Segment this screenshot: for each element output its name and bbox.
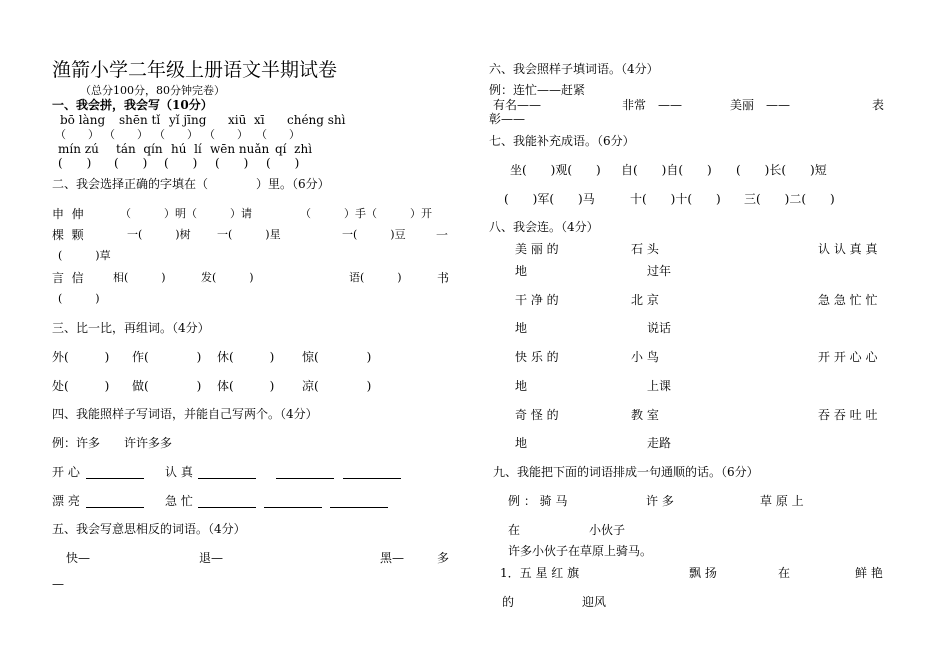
compare-item[interactable]: 体( ) [217, 379, 275, 393]
sentence-word: 鲜 艳 [855, 566, 883, 580]
match-middle[interactable]: 教 室 [631, 408, 659, 422]
answer-paren[interactable]: ( ) [164, 156, 198, 170]
match-left[interactable]: 干 净 的 [515, 293, 559, 307]
sentence-word: 飘 扬 [689, 566, 717, 580]
fill-blank: 书 [437, 271, 450, 285]
fill-word-item[interactable]: 美丽 —— [730, 98, 791, 112]
word-label: 认 真 [165, 465, 193, 479]
fill-blank[interactable]: 相( ) [113, 271, 166, 284]
match-di: 地 [515, 436, 528, 450]
answer-paren[interactable]: （ ） [104, 128, 148, 141]
fill-blank: 一 [436, 228, 449, 242]
sentence-word: 在 [778, 566, 791, 580]
match-middle[interactable]: 北 京 [631, 293, 659, 307]
compare-item[interactable]: 处( ) [52, 379, 110, 393]
answer-paren[interactable]: ( ) [215, 156, 249, 170]
sentence-word: 小伙子 [589, 523, 626, 537]
fill-blank[interactable]: 发( ) [201, 271, 254, 284]
answer-paren[interactable]: ( ) [266, 156, 300, 170]
fill-word-item[interactable]: 非常 —— [622, 98, 683, 112]
match-verb[interactable]: 过年 [647, 264, 672, 278]
answer-paren[interactable]: ( ) [114, 156, 148, 170]
sentence-word: 的 [502, 595, 515, 609]
word-label: 漂 亮 [52, 494, 80, 508]
sentence-word: 迎风 [582, 595, 607, 609]
word-label: 开 心 [52, 465, 80, 479]
sentence-word: 许 多 [646, 494, 674, 508]
compare-item[interactable]: 凉( ) [302, 379, 372, 393]
idiom-item[interactable]: 十( )十( ) [630, 192, 721, 206]
fill-blank[interactable]: ( ) [58, 292, 100, 305]
section-5-heading: 五、我会写意思相反的词语。（4分） [52, 522, 246, 536]
pinyin-item: tán qín [116, 142, 163, 156]
char-pair: 言 信 [52, 271, 84, 285]
pinyin-item: shēn tǐ [119, 113, 161, 127]
match-right[interactable]: 认 认 真 真 [818, 242, 878, 256]
page-subtitle: （总分100分，80分钟完卷） [80, 84, 225, 97]
compare-item[interactable]: 作( ) [132, 350, 202, 364]
answer-line[interactable] [276, 478, 334, 479]
example-sentence: 许多小伙子在草原上骑马。 [508, 544, 653, 558]
sentence-word: 1．五 星 红 旗 [500, 566, 580, 580]
section-7-heading: 七、我能补充成语。（6分） [489, 134, 635, 148]
fill-word-item[interactable]: 有名—— [493, 98, 542, 112]
section-8-heading: 八、我会连。（4分） [489, 220, 599, 234]
answer-paren[interactable]: （ ） [55, 128, 99, 141]
answer-paren[interactable]: （ ） [204, 128, 248, 141]
answer-line[interactable] [330, 507, 388, 508]
example-text: 例：许多 许许多多 [52, 436, 173, 450]
fill-word-tail: 彰—— [489, 112, 526, 126]
antonym-item[interactable]: 退— [199, 551, 224, 565]
fill-blank[interactable]: 一( )树 [127, 228, 191, 241]
example-text: 例：连忙——赶紧 [489, 83, 586, 97]
match-middle[interactable]: 小 鸟 [631, 350, 659, 364]
antonym-tail: — [52, 577, 64, 591]
section-9-heading: 九、我能把下面的词语排成一句通顺的话。（6分） [493, 465, 759, 479]
fill-blank[interactable]: （ ）手（ ）开 [300, 207, 432, 220]
char-pair: 申 伸 [52, 207, 84, 221]
match-verb[interactable]: 说话 [647, 321, 672, 335]
idiom-item[interactable]: 自( )自( ) [621, 163, 712, 177]
pinyin-item: hú lí [171, 142, 202, 156]
page-title: 渔箭小学二年级上册语文半期试卷 [52, 59, 338, 81]
idiom-item[interactable]: 三( )二( ) [744, 192, 835, 206]
char-pair: 棵 颗 [52, 228, 84, 242]
match-verb[interactable]: 走路 [647, 436, 672, 450]
match-left[interactable]: 奇 怪 的 [515, 408, 559, 422]
section-6-heading: 六、我会照样子填词语。（4分） [489, 62, 659, 76]
idiom-item[interactable]: ( )军( )马 [504, 192, 595, 206]
fill-blank[interactable]: （ ）明（ ）请 [120, 207, 252, 220]
section-1-heading: 一、我会拼，我会写（10分） [52, 98, 213, 112]
sentence-word: 例 ： 骑 马 [508, 494, 568, 508]
sentence-word: 草 原 上 [760, 494, 804, 508]
match-right[interactable]: 吞 吞 吐 吐 [818, 408, 878, 422]
fill-blank[interactable]: 一( )星 [217, 228, 281, 241]
match-right[interactable]: 开 开 心 心 [818, 350, 878, 364]
pinyin-item: yǐ jīng [169, 113, 207, 127]
match-verb[interactable]: 上课 [647, 379, 672, 393]
fill-blank[interactable]: 语( ) [349, 271, 402, 284]
answer-line[interactable] [86, 478, 144, 479]
fill-blank[interactable]: ( )草 [58, 249, 111, 262]
pinyin-item: wēn nuǎn [210, 142, 270, 156]
match-left[interactable]: 美 丽 的 [515, 242, 559, 256]
answer-line[interactable] [343, 478, 401, 479]
answer-paren[interactable]: （ ） [256, 128, 300, 141]
fill-word-item[interactable]: 表 [872, 98, 885, 112]
word-label: 急 忙 [165, 494, 193, 508]
compare-item[interactable]: 休( ) [217, 350, 275, 364]
pinyin-item: mín zú [58, 142, 99, 156]
match-middle[interactable]: 石 头 [631, 242, 659, 256]
pinyin-item: qí zhì [275, 142, 313, 156]
compare-item[interactable]: 做( ) [132, 379, 202, 393]
match-left[interactable]: 快 乐 的 [515, 350, 559, 364]
answer-paren[interactable]: ( ) [58, 156, 92, 170]
fill-blank[interactable]: 一( )豆 [342, 228, 406, 241]
antonym-item[interactable]: 快— [66, 551, 91, 565]
match-right[interactable]: 急 急 忙 忙 [818, 293, 878, 307]
pinyin-item: bō làng [60, 113, 106, 127]
antonym-item[interactable]: 多 [437, 551, 450, 565]
pinyin-item: xiū xī [228, 113, 265, 127]
match-di: 地 [515, 321, 528, 335]
answer-line[interactable] [198, 507, 256, 508]
section-2-heading: 二、我会选择正确的字填在（ ）里。（6分） [52, 177, 330, 191]
match-di: 地 [515, 379, 528, 393]
answer-line[interactable] [264, 507, 322, 508]
answer-line[interactable] [198, 478, 256, 479]
section-4-heading: 四、我能照样子写词语，并能自己写两个。（4分） [52, 407, 318, 421]
pinyin-item: chéng shì [287, 113, 346, 127]
match-di: 地 [515, 264, 528, 278]
antonym-item[interactable]: 黑— [380, 551, 405, 565]
sentence-word: 在 [508, 523, 521, 537]
idiom-item[interactable]: ( )长( )短 [736, 163, 827, 177]
compare-item[interactable]: 外( ) [52, 350, 110, 364]
answer-paren[interactable]: （ ） [154, 128, 198, 141]
compare-item[interactable]: 惊( ) [302, 350, 372, 364]
answer-line[interactable] [86, 507, 144, 508]
section-3-heading: 三、比一比，再组词。（4分） [52, 321, 210, 335]
idiom-item[interactable]: 坐( )观( ) [510, 163, 601, 177]
